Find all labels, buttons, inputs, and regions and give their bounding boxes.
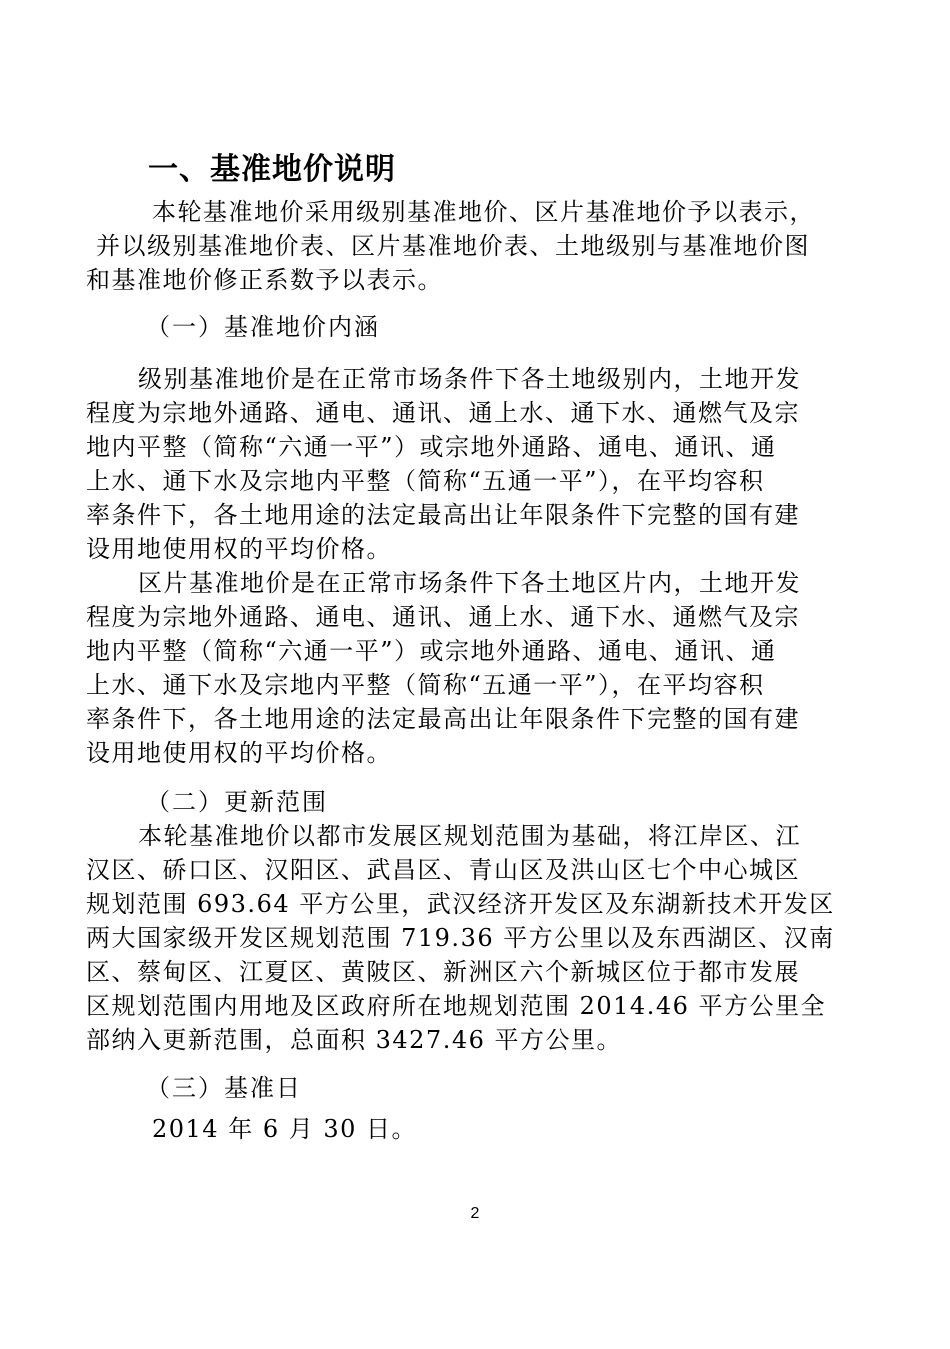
- para1-line-2: 程度为宗地外通路、通电、通讯、通上水、通下水、通燃气及宗: [86, 399, 800, 427]
- para2-line-5: 率条件下，各土地用途的法定最高出让年限条件下完整的国有建: [86, 705, 800, 733]
- subheading-update-scope: （二）更新范围: [146, 788, 328, 816]
- base-date-text: 2014 年 6 月 30 日。: [152, 1115, 418, 1143]
- subheading-connotation: （一）基准地价内涵: [146, 313, 380, 341]
- scope-line-5: 区、蔡甸区、江夏区、黄陂区、新洲区六个新城区位于都市发展: [86, 958, 800, 986]
- scope-line-4: 两大国家级开发区规划范围 719.36 平方公里以及东西湖区、汉南: [86, 924, 835, 952]
- para1-line-4: 上水、通下水及宗地内平整（简称“五通一平”），在平均容积: [86, 467, 765, 495]
- scope-line-6: 区规划范围内用地及区政府所在地规划范围 2014.46 平方公里全: [86, 992, 827, 1020]
- intro-line-2: 并以级别基准地价表、区片基准地价表、土地级别与基准地价图: [96, 232, 810, 260]
- page-number: 2: [470, 1205, 480, 1222]
- para1-line-3: 地内平整（简称“六通一平”）或宗地外通路、通电、通讯、通: [86, 433, 777, 461]
- para2-line-4: 上水、通下水及宗地内平整（简称“五通一平”），在平均容积: [86, 671, 765, 699]
- para2-line-2: 程度为宗地外通路、通电、通讯、通上水、通下水、通燃气及宗: [86, 603, 800, 631]
- scope-line-3: 规划范围 693.64 平方公里，武汉经济开发区及东湖新技术开发区: [86, 890, 835, 918]
- para2-line-6: 设用地使用权的平均价格。: [86, 739, 392, 767]
- para1-line-6: 设用地使用权的平均价格。: [86, 535, 392, 563]
- intro-line-3: 和基准地价修正系数予以表示。: [86, 266, 443, 294]
- para1-line-1: 级别基准地价是在正常市场条件下各土地级别内，土地开发: [138, 365, 801, 393]
- para1-line-5: 率条件下，各土地用途的法定最高出让年限条件下完整的国有建: [86, 501, 800, 529]
- para2-line-3: 地内平整（简称“六通一平”）或宗地外通路、通电、通讯、通: [86, 637, 777, 665]
- scope-line-1: 本轮基准地价以都市发展区规划范围为基础，将江岸区、江: [138, 822, 801, 850]
- scope-line-2: 汉区、硚口区、汉阳区、武昌区、青山区及洪山区七个中心城区: [86, 856, 800, 884]
- scope-line-7: 部纳入更新范围，总面积 3427.46 平方公里。: [86, 1026, 623, 1054]
- subheading-base-date: （三）基准日: [146, 1074, 302, 1102]
- para2-line-1: 区片基准地价是在正常市场条件下各土地区片内，土地开发: [138, 569, 801, 597]
- intro-line-1: 本轮基准地价采用级别基准地价、区片基准地价予以表示，: [152, 198, 815, 226]
- section-heading: 一、基准地价说明: [148, 152, 396, 187]
